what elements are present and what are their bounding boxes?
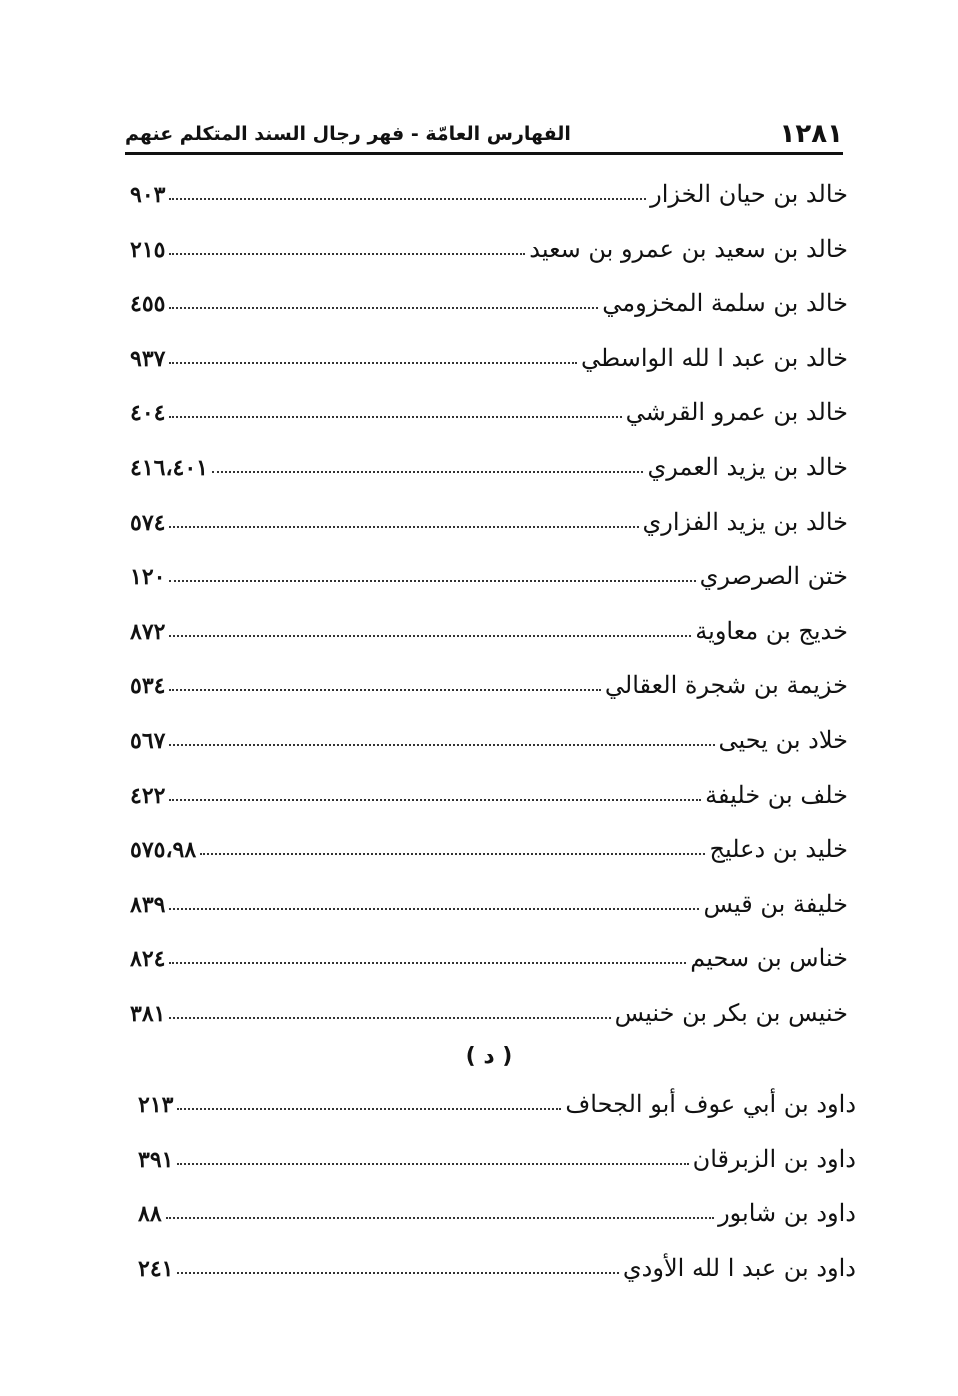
entry-name: خالد بن سلمة المخزومي (602, 289, 848, 318)
entry-pages: ٨٢٤ (130, 946, 166, 973)
entry-name: خديج بن معاوية (695, 616, 848, 645)
index-entry (130, 562, 848, 617)
entry-pages: ٤٥٥ (130, 291, 166, 318)
entry-name: داود بن أبي عوف أبو الجحاف (565, 1090, 856, 1118)
dot-leader (169, 361, 577, 364)
entry-name: خزيمة بن شجرة العقالي (604, 671, 848, 700)
index-entry (138, 1254, 856, 1309)
entry-name: خنيس بن بكر بن خنيس (614, 998, 848, 1027)
entry-name: خليد بن دعليج (709, 835, 848, 864)
page-number: ١٢٨١ (779, 119, 843, 149)
index-entry (130, 398, 848, 453)
dot-leader (169, 197, 646, 200)
index-entry (130, 453, 848, 508)
entry-name: خالد بن يزيد الفزاري (642, 507, 848, 536)
dot-leader (200, 852, 705, 855)
page-header (125, 112, 843, 155)
index-entry (130, 617, 848, 672)
entry-pages: ٤٢٢ (130, 782, 166, 809)
dot-leader (177, 1271, 618, 1274)
index-entry (130, 890, 848, 945)
dot-leader (166, 1216, 714, 1219)
entry-name: داود بن عبد ا لله الأودي (622, 1253, 856, 1282)
entry-pages: ٤٠٤ (130, 400, 166, 427)
index-entry (130, 671, 848, 726)
index-entry (130, 944, 848, 999)
dot-leader (169, 252, 525, 255)
entry-pages: ٣٨١ (130, 1000, 166, 1027)
entry-pages: ٨٣٩ (130, 891, 166, 918)
entry-name: خالد بن عبد ا لله الواسطي (581, 343, 848, 372)
entry-name: داود بن شابور (718, 1199, 856, 1228)
dot-leader (169, 688, 600, 691)
index-entry (138, 1199, 856, 1254)
running-title: الفهارس العامّة - فهر رجال السند المتكلم عنهم (125, 123, 571, 145)
entry-name: خليفة بن قيس (703, 889, 848, 918)
entry-name: خلاد بن يحيى (718, 725, 848, 754)
index-entry (130, 726, 848, 781)
entry-name: داود بن الزبرقان (692, 1144, 856, 1173)
entry-pages: ٢١٥ (130, 236, 166, 263)
entry-pages: ٨٨ (138, 1201, 162, 1228)
index-entry (130, 289, 848, 344)
entry-pages: ٥٧٤ (130, 509, 166, 536)
dot-leader (169, 634, 691, 637)
entry-pages: ٤١٦،٤٠١ (130, 454, 208, 481)
index-entries-dal (138, 1090, 856, 1308)
index-entry (130, 508, 848, 563)
dot-leader (169, 525, 638, 528)
entry-name: خالد بن عمرو القرشي (625, 398, 848, 427)
entry-name: خالد بن حيان الخزار (650, 180, 848, 208)
index-entry (130, 344, 848, 399)
entry-pages: ٥٧٥،٩٨ (130, 837, 197, 864)
entry-pages: ٢٤١ (138, 1255, 174, 1282)
entry-name: ختن الصرصري (699, 562, 848, 591)
index-entry (130, 235, 848, 290)
index-entry (130, 180, 848, 235)
dot-leader (212, 470, 643, 473)
entry-pages: ٥٦٧ (130, 727, 166, 754)
entry-pages: ٣٩١ (138, 1146, 174, 1173)
dot-leader (169, 579, 695, 582)
index-entry (138, 1090, 856, 1145)
entry-name: خالد بن يزيد العمري (647, 452, 848, 481)
index-entry (130, 781, 848, 836)
index-entries-kha (130, 180, 848, 1054)
dot-leader (169, 743, 714, 746)
entry-name: خناس بن سحيم (690, 944, 848, 973)
entry-pages: ٨٧٢ (130, 618, 166, 645)
entry-pages: ٩٣٧ (130, 345, 166, 372)
entry-name: خالد بن سعيد بن عمرو بن سعيد (529, 234, 848, 263)
entry-pages: ٢١٣ (138, 1092, 174, 1118)
section-heading-dal: ( د ) (465, 1044, 513, 1069)
dot-leader (169, 798, 701, 801)
entry-pages: ٩٠٣ (130, 182, 166, 208)
entry-name: خلف بن خليفة (705, 780, 848, 809)
dot-leader (169, 1016, 610, 1019)
index-entry (130, 835, 848, 890)
dot-leader (169, 415, 621, 418)
dot-leader (169, 907, 699, 910)
index-entry (138, 1145, 856, 1200)
dot-leader (177, 1107, 561, 1110)
dot-leader (169, 961, 686, 964)
entry-pages: ١٢٠ (130, 564, 166, 591)
dot-leader (177, 1162, 688, 1165)
dot-leader (169, 306, 598, 309)
entry-pages: ٥٣٤ (130, 673, 166, 700)
